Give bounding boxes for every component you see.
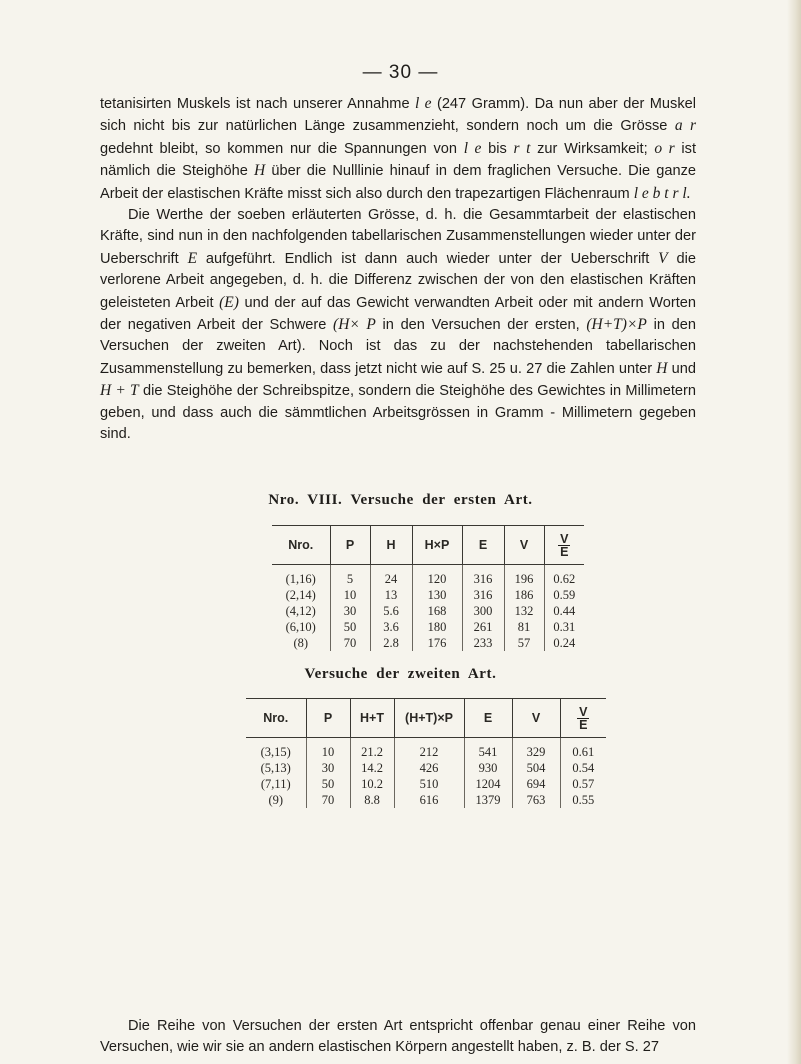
column-header: V	[504, 526, 544, 565]
table-cell: (8)	[293, 635, 309, 650]
table-cell: 70	[330, 635, 370, 651]
table1-header-row	[272, 526, 584, 565]
table-cell: 24	[370, 565, 412, 588]
italic-symbol: E	[187, 249, 198, 267]
table-cell: 504	[512, 760, 560, 776]
table-cell: 316	[462, 587, 504, 603]
column-header: P	[330, 526, 370, 565]
page-edge-shadow	[787, 0, 801, 1064]
column-header: V	[512, 699, 560, 738]
text-run: über die Nulllinie hinauf in dem fraglichen Versuche. Die ganze Arbeit der elastischen Kräfte misst sich also durch den trapezartigen Flächenraum	[100, 163, 697, 202]
table-cell: 50	[330, 619, 370, 635]
table2-header-row	[246, 699, 606, 738]
table-cell: (3,15)	[260, 744, 291, 759]
table-cell: 70	[306, 792, 350, 808]
table-cell: 329	[512, 738, 560, 761]
table-cell: 21.2	[350, 738, 394, 761]
text-run: Die Werthe der soeben erläuterten Grösse, d. h. die Gesammtarbeit der elastischen Kräfte, sind nun in den nachfolgenden tabellarischen Zusammenstellungen wieder unter der Ueberschrift	[100, 207, 696, 267]
italic-symbol: (E)	[219, 293, 239, 311]
column-header: P	[306, 699, 350, 738]
column-header: H+T	[350, 699, 394, 738]
table-cell: 0.62	[544, 565, 584, 588]
italic-symbol: H + T	[100, 382, 139, 400]
text-run: aufgeführt. Endlich ist dann auch wieder unter der Ueberschrift	[197, 250, 659, 267]
table-cell: 694	[512, 776, 560, 792]
fraction-v-over-e	[577, 706, 589, 731]
table-cell: 212	[394, 738, 464, 761]
text-run: in den Versuchen der zweiten Art). Noch ist das zu der nachstehenden tabellarischen Zusammenstellung zu bemerken, dass jetzt nicht wie auf S. 25 u. 27 die Zahlen unter	[100, 317, 696, 377]
table-first-kind	[272, 525, 584, 651]
table-cell: 0.31	[544, 619, 584, 635]
text-run: tetanisirten Muskels ist nach unserer Annahme	[100, 96, 416, 112]
table-cell: 196	[504, 565, 544, 588]
table-cell: 763	[512, 792, 560, 808]
column-header: H	[370, 526, 412, 565]
table-cell: 13	[370, 587, 412, 603]
table-row	[246, 760, 606, 776]
table-cell: 0.24	[544, 635, 584, 651]
table-row	[272, 565, 584, 588]
table-cell: (4,12)	[285, 603, 316, 618]
table-row	[272, 619, 584, 635]
table-cell: 316	[462, 565, 504, 588]
table-cell: (7,11)	[260, 776, 291, 791]
table-cell: 541	[464, 738, 512, 761]
text-run: zur Wirksamkeit;	[530, 140, 655, 157]
table-second-kind	[246, 698, 606, 808]
fraction-denominator: E	[579, 717, 588, 732]
text-run: (247 Gramm). Da nun aber der Muskel sich nicht bis zur natürlichen Länge zusammenzieht, sondern noch um die Grösse	[100, 96, 696, 135]
text-run: ist nämlich die Steighöhe	[100, 140, 696, 180]
table-cell: 132	[504, 603, 544, 619]
table2-body	[246, 738, 606, 809]
table-cell: 233	[462, 635, 504, 651]
paragraph-elastic-work	[100, 205, 696, 445]
column-header-ratio	[560, 699, 606, 738]
table-cell: 176	[412, 635, 462, 651]
closing-text	[100, 1016, 696, 1059]
table-cell: 300	[462, 603, 504, 619]
table-cell: 426	[394, 760, 464, 776]
text-run: die Steighöhe der Schreibspitze, sondern die Steighöhe des Gewichtes in Millimetern geben, und dass auch die sämmtlichen Arbeitsgrössen in Gramm - Millimetern gegeben sind.	[100, 383, 696, 443]
table1-title: Nro. VIII. Versuche der ersten Art.	[268, 492, 533, 508]
table-cell: 8.8	[350, 792, 394, 808]
table-cell: 930	[464, 760, 512, 776]
table-cell: 130	[412, 587, 462, 603]
column-header: Nro.	[272, 526, 330, 565]
table-cell: 50	[306, 776, 350, 792]
table-cell: 2.8	[370, 635, 412, 651]
page-number: — 30 —	[362, 62, 439, 83]
text-run: bis	[481, 140, 514, 157]
column-header-ratio	[544, 526, 584, 565]
table-cell: 5.6	[370, 603, 412, 619]
column-header: Nro.	[246, 699, 306, 738]
italic-symbol: l e	[415, 95, 432, 112]
table-cell: 168	[412, 603, 462, 619]
table-cell: 30	[306, 760, 350, 776]
table-cell: 186	[504, 587, 544, 603]
table-cell: 510	[394, 776, 464, 792]
table-cell: (2,14)	[285, 587, 316, 602]
fraction-v-over-e	[558, 533, 570, 558]
table-cell: (9)	[268, 792, 284, 807]
table-row	[246, 738, 606, 761]
table-cell: 57	[504, 635, 544, 651]
column-header: E	[462, 526, 504, 565]
closing-paragraph: Die Reihe von Versuchen der ersten Art entspricht offenbar genau einer Reihe von Versuchen, wie wir sie an andern elastischen Körpern angestellt haben, z. B. der S. 27	[100, 1018, 696, 1056]
column-header: (H+T)×P	[394, 699, 464, 738]
text-run: gedehnt bleibt, so kommen nur die Spannungen von	[100, 140, 464, 157]
table-cell: 0.55	[560, 792, 606, 808]
table-row	[272, 635, 584, 651]
italic-symbol: V	[658, 249, 668, 267]
text-run: in den Versuchen der ersten,	[375, 317, 587, 334]
italic-symbol: l e	[463, 139, 482, 157]
italic-symbol: (H× P	[333, 316, 376, 334]
italic-symbol: o r	[654, 139, 675, 157]
fraction-numerator: V	[579, 704, 588, 719]
text-run: und der auf das Gewicht verwandten Arbeit oder mit andern Worten der negativen Arbeit der Schwere	[100, 294, 696, 334]
table1-body	[272, 565, 584, 652]
table2-title: Versuche der zweiten Art.	[304, 666, 497, 682]
table-cell: 10	[306, 738, 350, 761]
column-header: H×P	[412, 526, 462, 565]
table-cell: (6,10)	[285, 619, 316, 634]
table-row	[272, 603, 584, 619]
table-cell: 81	[504, 619, 544, 635]
italic-symbol: H	[254, 162, 266, 180]
body-text	[100, 93, 696, 446]
table-cell: 10.2	[350, 776, 394, 792]
italic-symbol: (H+T)×P	[586, 316, 647, 334]
table-cell: 5	[330, 565, 370, 588]
table-row	[272, 587, 584, 603]
table-cell: (1,16)	[285, 571, 316, 586]
column-header: E	[464, 699, 512, 738]
table-cell: 0.59	[544, 587, 584, 603]
text-run: die verlorene Arbeit angegeben, d. h. die Differenz zwischen der von den elastischen Kräften geleisteten Arbeit	[100, 250, 696, 311]
italic-symbol: H	[656, 359, 668, 377]
table-cell: 10	[330, 587, 370, 603]
table-cell: 1204	[464, 776, 512, 792]
table-cell: 0.57	[560, 776, 606, 792]
paragraph-muscle-tension	[100, 93, 696, 205]
table-cell: (5,13)	[260, 760, 291, 775]
italic-symbol: r t	[513, 139, 531, 157]
table-row	[246, 776, 606, 792]
fraction-denominator: E	[560, 544, 569, 559]
italic-symbol: a r	[674, 117, 696, 135]
table-cell: 180	[412, 619, 462, 635]
table-row	[246, 792, 606, 808]
table-cell: 261	[462, 619, 504, 635]
table-cell: 0.44	[544, 603, 584, 619]
text-run: und	[667, 360, 696, 377]
table-cell: 616	[394, 792, 464, 808]
table-cell: 0.54	[560, 760, 606, 776]
table-cell: 0.61	[560, 738, 606, 761]
italic-symbol: l e b t r l.	[633, 184, 691, 202]
table-cell: 1379	[464, 792, 512, 808]
table-cell: 3.6	[370, 619, 412, 635]
table-cell: 120	[412, 565, 462, 588]
table-cell: 14.2	[350, 760, 394, 776]
table-cell: 30	[330, 603, 370, 619]
fraction-numerator: V	[560, 531, 569, 546]
